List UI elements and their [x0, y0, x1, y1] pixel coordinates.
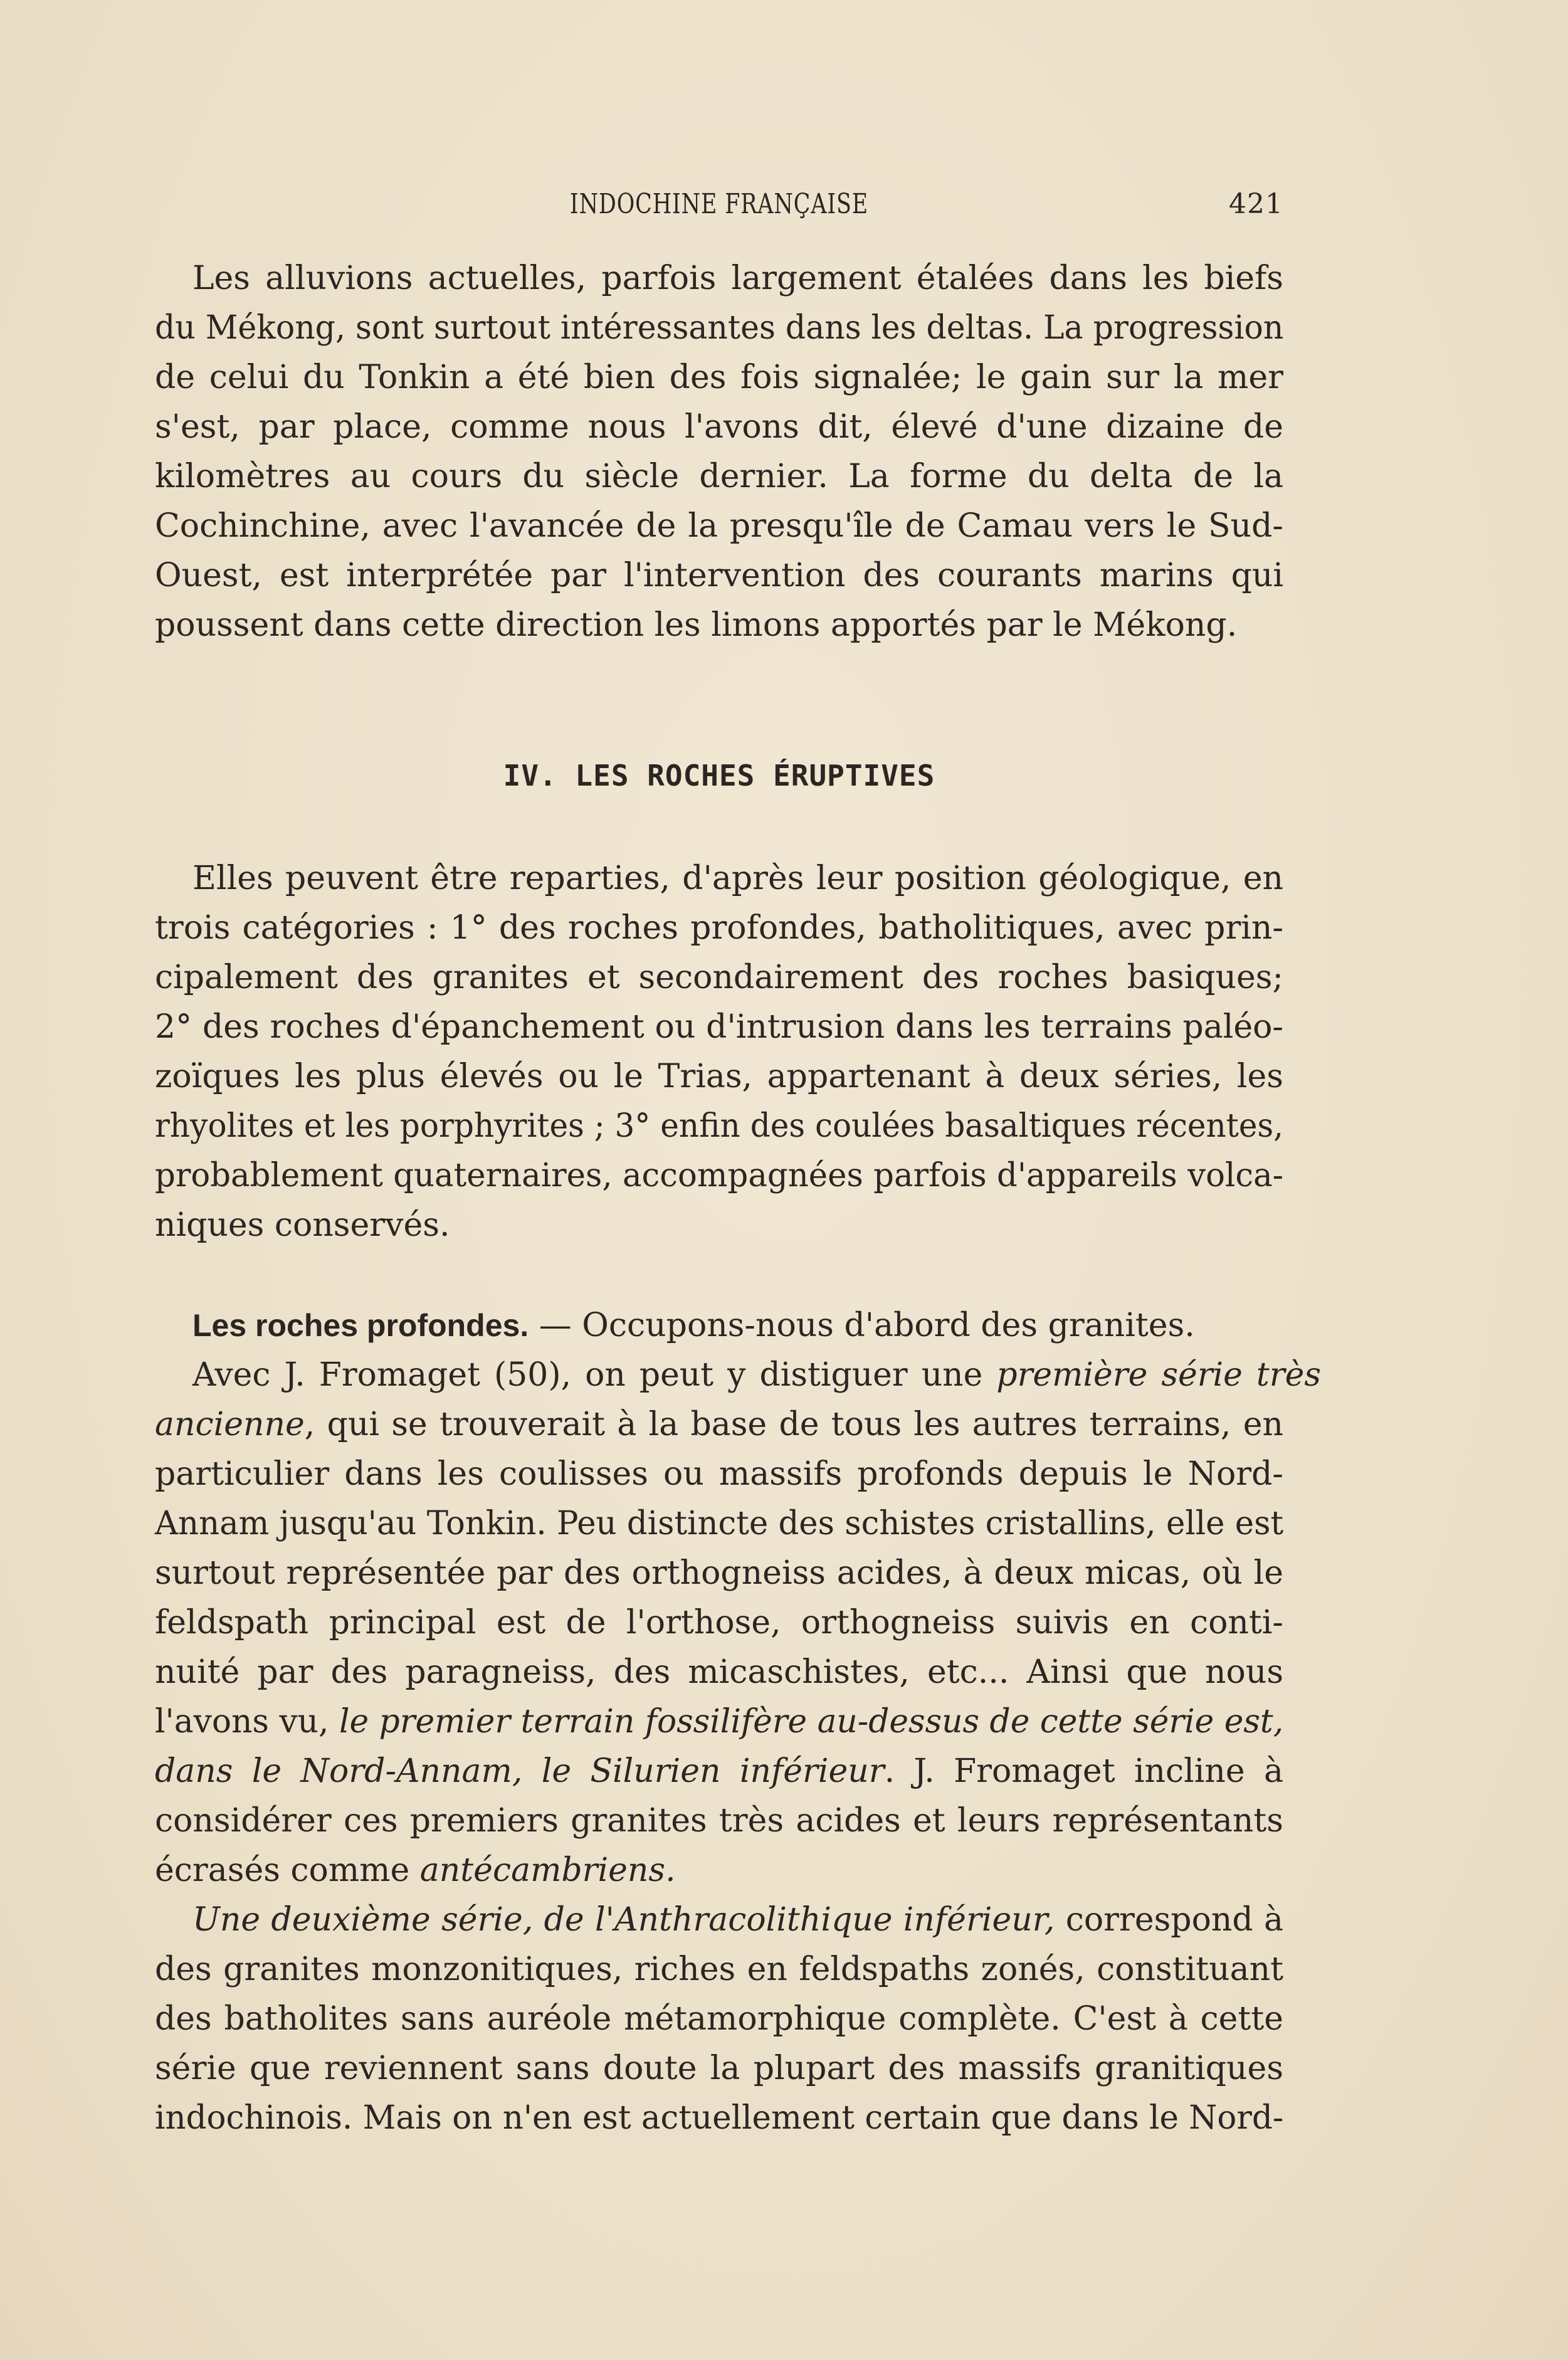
text-line: s'est, par place, comme nous l'avons dit, élevé d'une dizaine de	[155, 408, 1283, 446]
italic-run: antécambriens.	[419, 1852, 676, 1889]
paragraph-premiere-serie	[155, 1351, 1321, 1895]
italic-run: Une deuxième série, de l'Anthracolithique inférieur,	[192, 1901, 1055, 1939]
text-line: 2° des roches d'épanchement ou d'intrusion dans les terrains paléo-	[155, 1008, 1283, 1046]
text-line: série que reviennent sans doute la plupart des massifs granitiques	[155, 2050, 1283, 2087]
text-line: de celui du Tonkin a été bien des fois signalée; le gain sur la mer	[155, 359, 1283, 396]
text-line: surtout représentée par des orthogneiss acides, à deux micas, où le	[155, 1554, 1283, 1592]
text-line	[155, 1351, 1321, 1400]
text-line: des batholites sans auréole métamorphique complète. C'est à cette	[155, 2000, 1283, 2038]
italic-run: ancienne	[155, 1406, 305, 1443]
text-run: l'avons vu,	[155, 1703, 339, 1741]
text-line	[155, 1895, 1283, 1945]
text-line: particulier dans les coulisses ou massifs profonds depuis le Nord-	[155, 1455, 1283, 1493]
text-line	[155, 1747, 1283, 1796]
text-line: cipalement des granites et secondairement des roches basiques;	[155, 959, 1283, 996]
text-line: du Mékong, sont surtout intéressantes dans les deltas. La progression	[155, 309, 1284, 347]
text-line: rhyolites et les porphyrites ; 3° enfin des coulées basaltiques récentes,	[155, 1107, 1284, 1145]
text-line: niques conservés.	[155, 1206, 450, 1244]
text-line: des granites monzonitiques, riches en feldspaths zonés, constituant	[155, 1951, 1283, 1988]
italic-run: dans le Nord-Annam, le Silurien inférieur	[155, 1752, 885, 1790]
subsection-title: Les roches profondes.	[192, 1308, 529, 1343]
paragraph-categories	[155, 854, 1283, 1250]
text-run: correspond à	[1055, 1901, 1283, 1939]
text-line	[155, 1846, 1283, 1895]
text-run: , qui se trouverait à la base de tous les autres terrains, en	[304, 1406, 1283, 1443]
text-line	[155, 1697, 1283, 1747]
text-line: Elles peuvent être reparties, d'après leur position géologique, en	[192, 860, 1283, 897]
paragraph-alluvions	[155, 254, 1283, 650]
text-line: poussent dans cette direction les limons apportés par le Mékong.	[155, 606, 1238, 644]
text-line: nuité par des paragneiss, des micaschistes, etc... Ainsi que nous	[155, 1653, 1283, 1691]
text-line: trois catégories : 1° des roches profondes, batholitiques, avec prin-	[155, 909, 1283, 947]
italic-run: le premier terrain fossilifère au-dessus de cette série est,	[339, 1703, 1284, 1741]
text-line: indochinois. Mais on n'en est actuellement certain que dans le Nord-	[155, 2099, 1284, 2137]
italic-run: première série très	[996, 1356, 1321, 1394]
text-line: probablement quaternaires, accompagnées parfois d'appareils volca-	[155, 1157, 1283, 1194]
text-line: zoïques les plus élevés ou le Trias, appartenant à deux séries, les	[155, 1058, 1283, 1095]
text-line: feldspath principal est de l'orthose, orthogneiss suivis en conti-	[155, 1604, 1283, 1641]
paragraph-deuxieme-serie	[155, 1895, 1283, 2143]
text-line	[155, 1400, 1283, 1450]
section-heading: IV. LES ROCHES ÉRUPTIVES	[503, 759, 935, 793]
text-line: Cochinchine, avec l'avancée de la presqu'île de Camau vers le Sud-	[155, 507, 1283, 545]
page-number: 421	[1229, 188, 1283, 220]
text-line: kilomètres au cours du siècle dernier. La forme du delta de la	[155, 458, 1283, 495]
text-run: Avec J. Fromaget (50), on peut y distiguer une	[192, 1356, 997, 1394]
text-line	[155, 1301, 1283, 1351]
running-title: INDOCHINE FRANÇAISE	[569, 188, 869, 220]
text-line: Annam jusqu'au Tonkin. Peu distincte des schistes cristallins, elle est	[155, 1505, 1284, 1542]
running-head	[155, 188, 1283, 226]
text-run: . J. Fromaget incline à	[884, 1752, 1283, 1790]
paragraph-roches-profondes	[155, 1301, 1283, 1351]
text-run: — Occupons-nous d'abord des granites.	[529, 1307, 1195, 1344]
text-line: Les alluvions actuelles, parfois largement étalées dans les biefs	[192, 260, 1283, 297]
text-run: écrasés comme	[155, 1852, 420, 1889]
text-line: Ouest, est interprétée par l'intervention des courants marins qui	[155, 557, 1283, 594]
text-line: considérer ces premiers granites très acides et leurs représentants	[155, 1802, 1283, 1840]
